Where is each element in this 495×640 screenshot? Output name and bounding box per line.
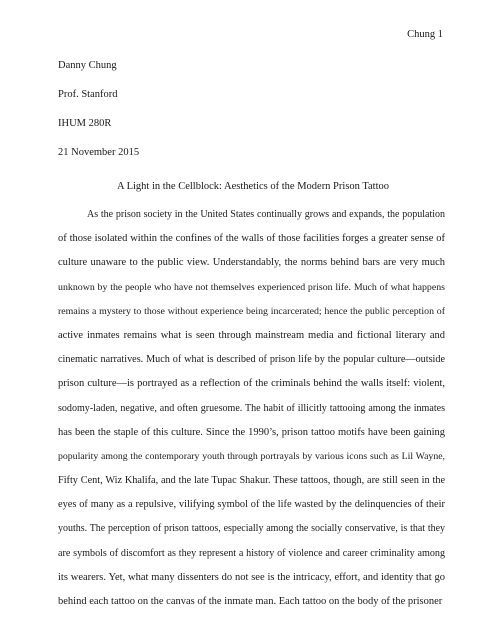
body-line: active inmates remains what is seen through mainstream media and fictional literary and: [58, 329, 445, 341]
submission-date: 21 November 2015: [58, 147, 140, 158]
body-line: Fifty Cent, Wiz Khalifa, and the late Tupac Shakur. These tattoos, though, are still seen in the: [58, 475, 445, 487]
body-line: culture unaware to the public view. Understandably, the norms behind bars are very much: [58, 257, 445, 269]
body-line: cinematic narratives. Much of what is described of prison life by the popular culture—outside: [58, 354, 445, 366]
body-line: prison culture—is portrayed as a reflection of the criminals behind the walls itself: violent,: [58, 378, 445, 390]
running-head: Chung 1: [407, 29, 443, 40]
body-line: its wearers. Yet, what many dissenters do not see is the intricacy, effort, and identity that go: [58, 571, 445, 583]
essay-title: A Light in the Cellblock: Aesthetics of the Modern Prison Tattoo: [116, 181, 390, 192]
body-line: are symbols of discomfort as they represent a history of violence and career criminality among: [58, 547, 445, 559]
body-line: behind each tattoo on the canvas of the inmate man. Each tattoo on the body of the prisoner: [58, 596, 443, 607]
instructor-name: Prof. Stanford: [58, 89, 118, 100]
essay-body: [58, 208, 445, 619]
course-code: IHUM 280R: [58, 118, 112, 129]
body-line: eyes of many as a repulsive, vilifying symbol of the life wasted by the delinquencies of their: [58, 499, 445, 511]
body-line: unknown by the people who have not themselves experienced prison life. Much of what happens: [58, 281, 445, 293]
body-line: sodomy-laden, negative, and often gruesome. The habit of illicitly tattooing among the inmates: [58, 402, 445, 414]
body-line: As the prison society in the United States continually grows and expands, the population: [87, 209, 445, 220]
body-line: youths. The perception of prison tattoos, especially among the socially conservative, is that they: [58, 523, 445, 535]
body-line: of those isolated within the confines of the walls of those facilities forges a greater sense of: [58, 233, 445, 245]
body-line: remains a mystery to those without experience being incarcerated; hence the public perception of: [58, 305, 445, 317]
mla-heading: [58, 59, 448, 175]
body-line: has been the staple of this culture. Since the 1990’s, prison tattoo motifs have been gaining: [58, 426, 445, 438]
body-line: popularity among the contemporary youth through portrayals by various icons such as Lil Wayne,: [58, 450, 445, 462]
author-name: Danny Chung: [58, 60, 117, 71]
